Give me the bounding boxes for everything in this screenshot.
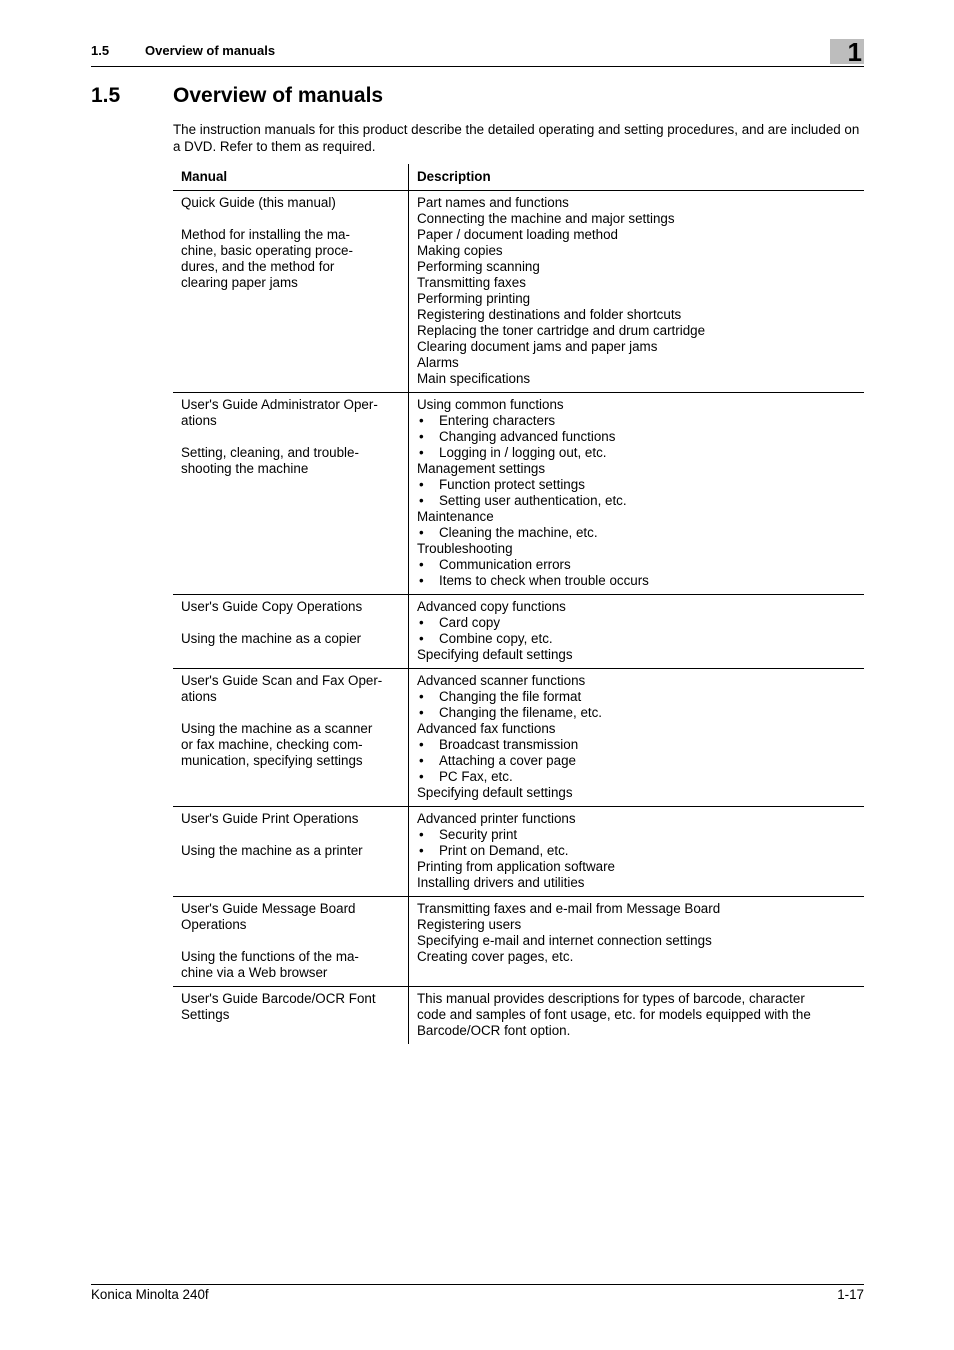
bullet-item: • Logging in / logging out, etc. [417,445,856,461]
manual-summary-line: or fax machine, checking com- [181,737,363,752]
paragraph-gap [181,827,400,843]
manual-name-line: Operations [181,917,247,932]
description-line: Using common functions [417,397,564,412]
manual-summary-line: munication, specifying settings [181,753,363,768]
bullet-item: • Setting user authentication, etc. [417,493,856,509]
paragraph-gap [181,211,400,227]
description-line: Barcode/OCR font option. [417,1023,571,1038]
bullet-item: • Print on Demand, etc. [417,843,856,859]
table-row [173,987,864,1045]
description-line: Creating cover pages, etc. [417,949,574,964]
manual-name-line: ations [181,413,217,428]
description-line: Main specifications [417,371,531,386]
bullet-item: • PC Fax, etc. [417,769,856,785]
description-line: Maintenance [417,509,494,524]
manual-cell [173,669,409,807]
manual-summary-line: Method for installing the ma- [181,227,350,242]
manual-summary-line: Using the machine as a copier [181,631,362,646]
header-section-number: 1.5 [91,43,110,58]
manual-cell [173,191,409,393]
manual-name-line: User's Guide Administrator Oper- [181,397,378,412]
description-line: Advanced fax functions [417,721,556,736]
description-cell [409,987,865,1045]
description-line: Advanced scanner functions [417,673,586,688]
description-cell [409,897,865,987]
table-row [173,897,864,987]
description-line: Connecting the machine and major settings [417,211,675,226]
manual-summary-line: shooting the machine [181,461,309,476]
bullet-item: • Security print [417,827,856,843]
footer-page-number: 1-17 [837,1287,864,1302]
description-line: Transmitting faxes [417,275,526,290]
bullet-item: • Broadcast transmission [417,737,856,753]
manual-cell [173,807,409,897]
intro-paragraph: The instruction manuals for this product describe the detailed operating and setting procedures, and are included on a DVD. Refer to them as required. [173,122,860,154]
table-row [173,595,864,669]
description-line: Troubleshooting [417,541,513,556]
manual-cell [173,987,409,1045]
paragraph-gap [181,933,400,949]
running-footer [91,1284,864,1302]
description-line: Performing printing [417,291,531,306]
manual-summary-line: chine, basic operating proce- [181,243,353,258]
table-row [173,807,864,897]
manual-summary-line: dures, and the method for [181,259,335,274]
column-header-description: Description [409,164,865,191]
table-body [173,191,864,1045]
description-line: code and samples of font usage, etc. for models equipped with the [417,1007,811,1022]
paragraph-gap [181,705,400,721]
manual-name-line: User's Guide Print Operations [181,811,359,826]
manual-summary-line: clearing paper jams [181,275,298,290]
description-cell [409,191,865,393]
footer-product-name: Konica Minolta 240f [91,1287,209,1302]
description-line: Making copies [417,243,503,258]
bullet-item: • Cleaning the machine, etc. [417,525,856,541]
manual-name-line: Quick Guide (this manual) [181,195,336,210]
description-line: Specifying default settings [417,647,573,662]
manual-name-line: Settings [181,1007,230,1022]
manual-cell [173,393,409,595]
manual-name-line: ations [181,689,217,704]
manual-summary-line: Using the machine as a scanner [181,721,373,736]
chapter-number-tab: 1 [830,39,864,64]
manual-summary-line: chine via a Web browser [181,965,328,980]
table-row [173,191,864,393]
description-cell [409,807,865,897]
manual-name-line: User's Guide Barcode/OCR Font [181,991,376,1006]
bullet-item: • Card copy [417,615,856,631]
description-cell [409,595,865,669]
manual-name-line: User's Guide Copy Operations [181,599,363,614]
manual-name-line: User's Guide Message Board [181,901,356,916]
manuals-table [173,164,864,1044]
description-line: Advanced printer functions [417,811,576,826]
description-line: Management settings [417,461,546,476]
description-line: Specifying e-mail and internet connection settings [417,933,712,948]
column-header-manual: Manual [173,164,409,191]
table-header-row [173,164,864,191]
bullet-item: • Function protect settings [417,477,856,493]
description-line: Clearing document jams and paper jams [417,339,658,354]
description-line: Part names and functions [417,195,569,210]
description-line: Paper / document loading method [417,227,618,242]
paragraph-gap [181,615,400,631]
bullet-item: • Changing advanced functions [417,429,856,445]
manual-summary-line: Setting, cleaning, and trouble- [181,445,359,460]
manual-summary-line: Using the machine as a printer [181,843,363,858]
bullet-item: • Entering characters [417,413,856,429]
description-line: Registering destinations and folder shortcuts [417,307,682,322]
table-row [173,393,864,595]
page-title: Overview of manuals [173,84,384,107]
description-line: Registering users [417,917,522,932]
description-line: Printing from application software [417,859,615,874]
description-line: Replacing the toner cartridge and drum cartridge [417,323,706,338]
manual-cell [173,595,409,669]
bullet-item: • Combine copy, etc. [417,631,856,647]
bullet-item: • Attaching a cover page [417,753,856,769]
manual-summary-line: Using the functions of the ma- [181,949,359,964]
description-line: This manual provides descriptions for types of barcode, character [417,991,805,1006]
bullet-item: • Communication errors [417,557,856,573]
description-line: Advanced copy functions [417,599,566,614]
description-line: Specifying default settings [417,785,573,800]
bullet-item: • Changing the filename, etc. [417,705,856,721]
description-line: Installing drivers and utilities [417,875,585,890]
description-cell [409,669,865,807]
description-line: Alarms [417,355,459,370]
description-line: Transmitting faxes and e-mail from Message Board [417,901,721,916]
description-line: Performing scanning [417,259,540,274]
section-heading-number: 1.5 [91,84,121,107]
table-row [173,669,864,807]
paragraph-gap [181,429,400,445]
manual-cell [173,897,409,987]
bullet-item: • Changing the file format [417,689,856,705]
running-header [91,37,864,67]
manual-name-line: User's Guide Scan and Fax Oper- [181,673,383,688]
header-section-title: Overview of manuals [145,43,276,58]
description-cell [409,393,865,595]
bullet-item: • Items to check when trouble occurs [417,573,856,589]
